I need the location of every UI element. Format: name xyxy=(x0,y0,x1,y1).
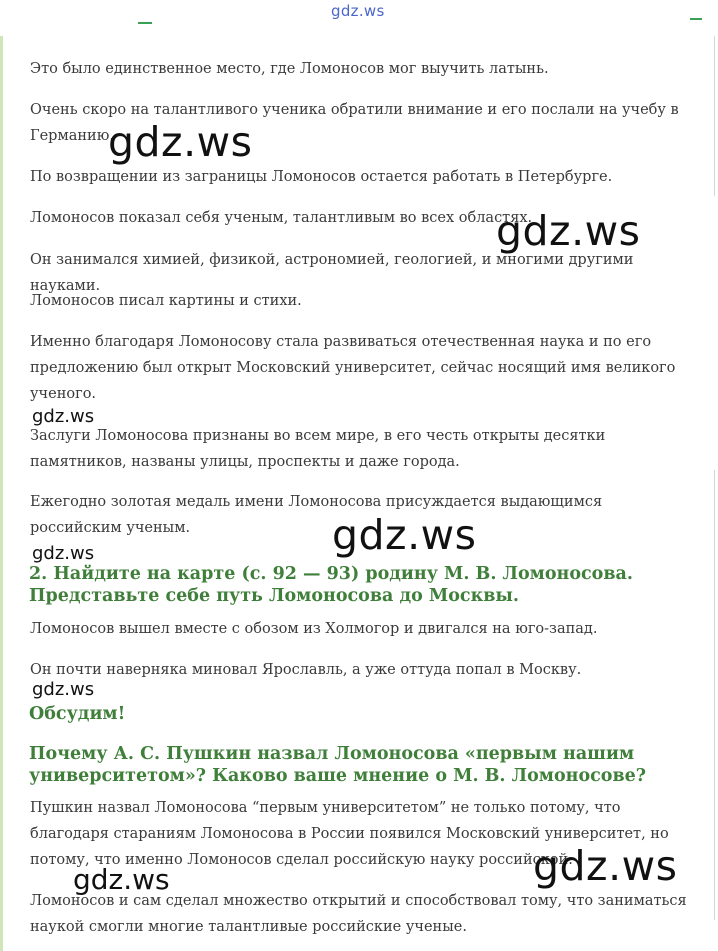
watermark: gdz.ws xyxy=(32,406,95,427)
watermark: gdz.ws xyxy=(533,842,678,890)
question-heading: Почему А. С. Пушкин назвал Ломоносова «первым нашим университетом»? Каково ваше мнение о М. В. Ломоносове? xyxy=(29,744,646,786)
answer-paragraph: Ломоносов вышел вместе с обозом из Холмогор и двигался на юго-запад. xyxy=(30,621,598,637)
paragraph: Очень скоро на талантливого ученика обратили внимание и его послали на учебу в Германию. xyxy=(30,102,679,144)
question-heading: 2. Найдите на карте (с. 92 — 93) родину М. В. Ломоносова. Представьте себе путь Ломоносова до Москвы. xyxy=(29,564,633,606)
paragraph: Он занимался химией, физикой, астрономией, геологией, и многими другими науками. xyxy=(30,252,634,294)
paragraph: По возвращении из заграницы Ломоносов остается работать в Петербурге. xyxy=(30,169,613,185)
paragraph: Именно благодаря Ломоносову стала развиваться отечественная наука и по его предложению был открыт Московский университет, сейчас носящий имя великого ученого. xyxy=(30,334,676,402)
right-border xyxy=(714,470,715,920)
paragraph: Заслуги Ломоносова признаны во всем мире, в его честь открыты десятки памятников, названы улицы, проспекты и даже города. xyxy=(30,428,606,470)
header-accent-line xyxy=(690,18,702,20)
site-logo[interactable]: gdz.ws xyxy=(331,2,385,20)
paragraph: Ломоносов писал картины и стихи. xyxy=(30,293,302,309)
watermark: gdz.ws xyxy=(32,543,95,564)
watermark: gdz.ws xyxy=(32,679,95,700)
paragraph: Ежегодно золотая медаль имени Ломоносова присуждается выдающимся российским ученым. xyxy=(30,494,603,536)
header-accent-line xyxy=(138,22,152,24)
discuss-heading: Обсудим! xyxy=(29,704,126,724)
watermark: gdz.ws xyxy=(332,511,477,559)
site-header xyxy=(0,0,718,34)
watermark: gdz.ws xyxy=(108,118,253,166)
paragraph: Это было единственное место, где Ломоносов мог выучить латынь. xyxy=(30,61,549,77)
answer-paragraph: Ломоносов и сам сделал множество открытий и способствовал тому, что заниматься наукой смогли многие талантливые российские ученые. xyxy=(30,893,687,935)
right-border xyxy=(714,36,715,196)
watermark: gdz.ws xyxy=(496,207,641,255)
left-border xyxy=(0,36,3,951)
answer-paragraph: Пушкин назвал Ломоносова “первым университетом” не только потому, что благодаря стараниям Ломоносова в России появился Московский университет, но потому, что именно Ломоносов сделал российскую науку российской. xyxy=(30,800,669,868)
answer-paragraph: Он почти наверняка миновал Ярославль, а уже оттуда попал в Москву. xyxy=(30,662,582,678)
watermark: gdz.ws xyxy=(73,863,170,896)
footer-bar xyxy=(0,938,718,951)
paragraph: Ломоносов показал себя ученым, талантливым во всех областях. xyxy=(30,210,533,226)
